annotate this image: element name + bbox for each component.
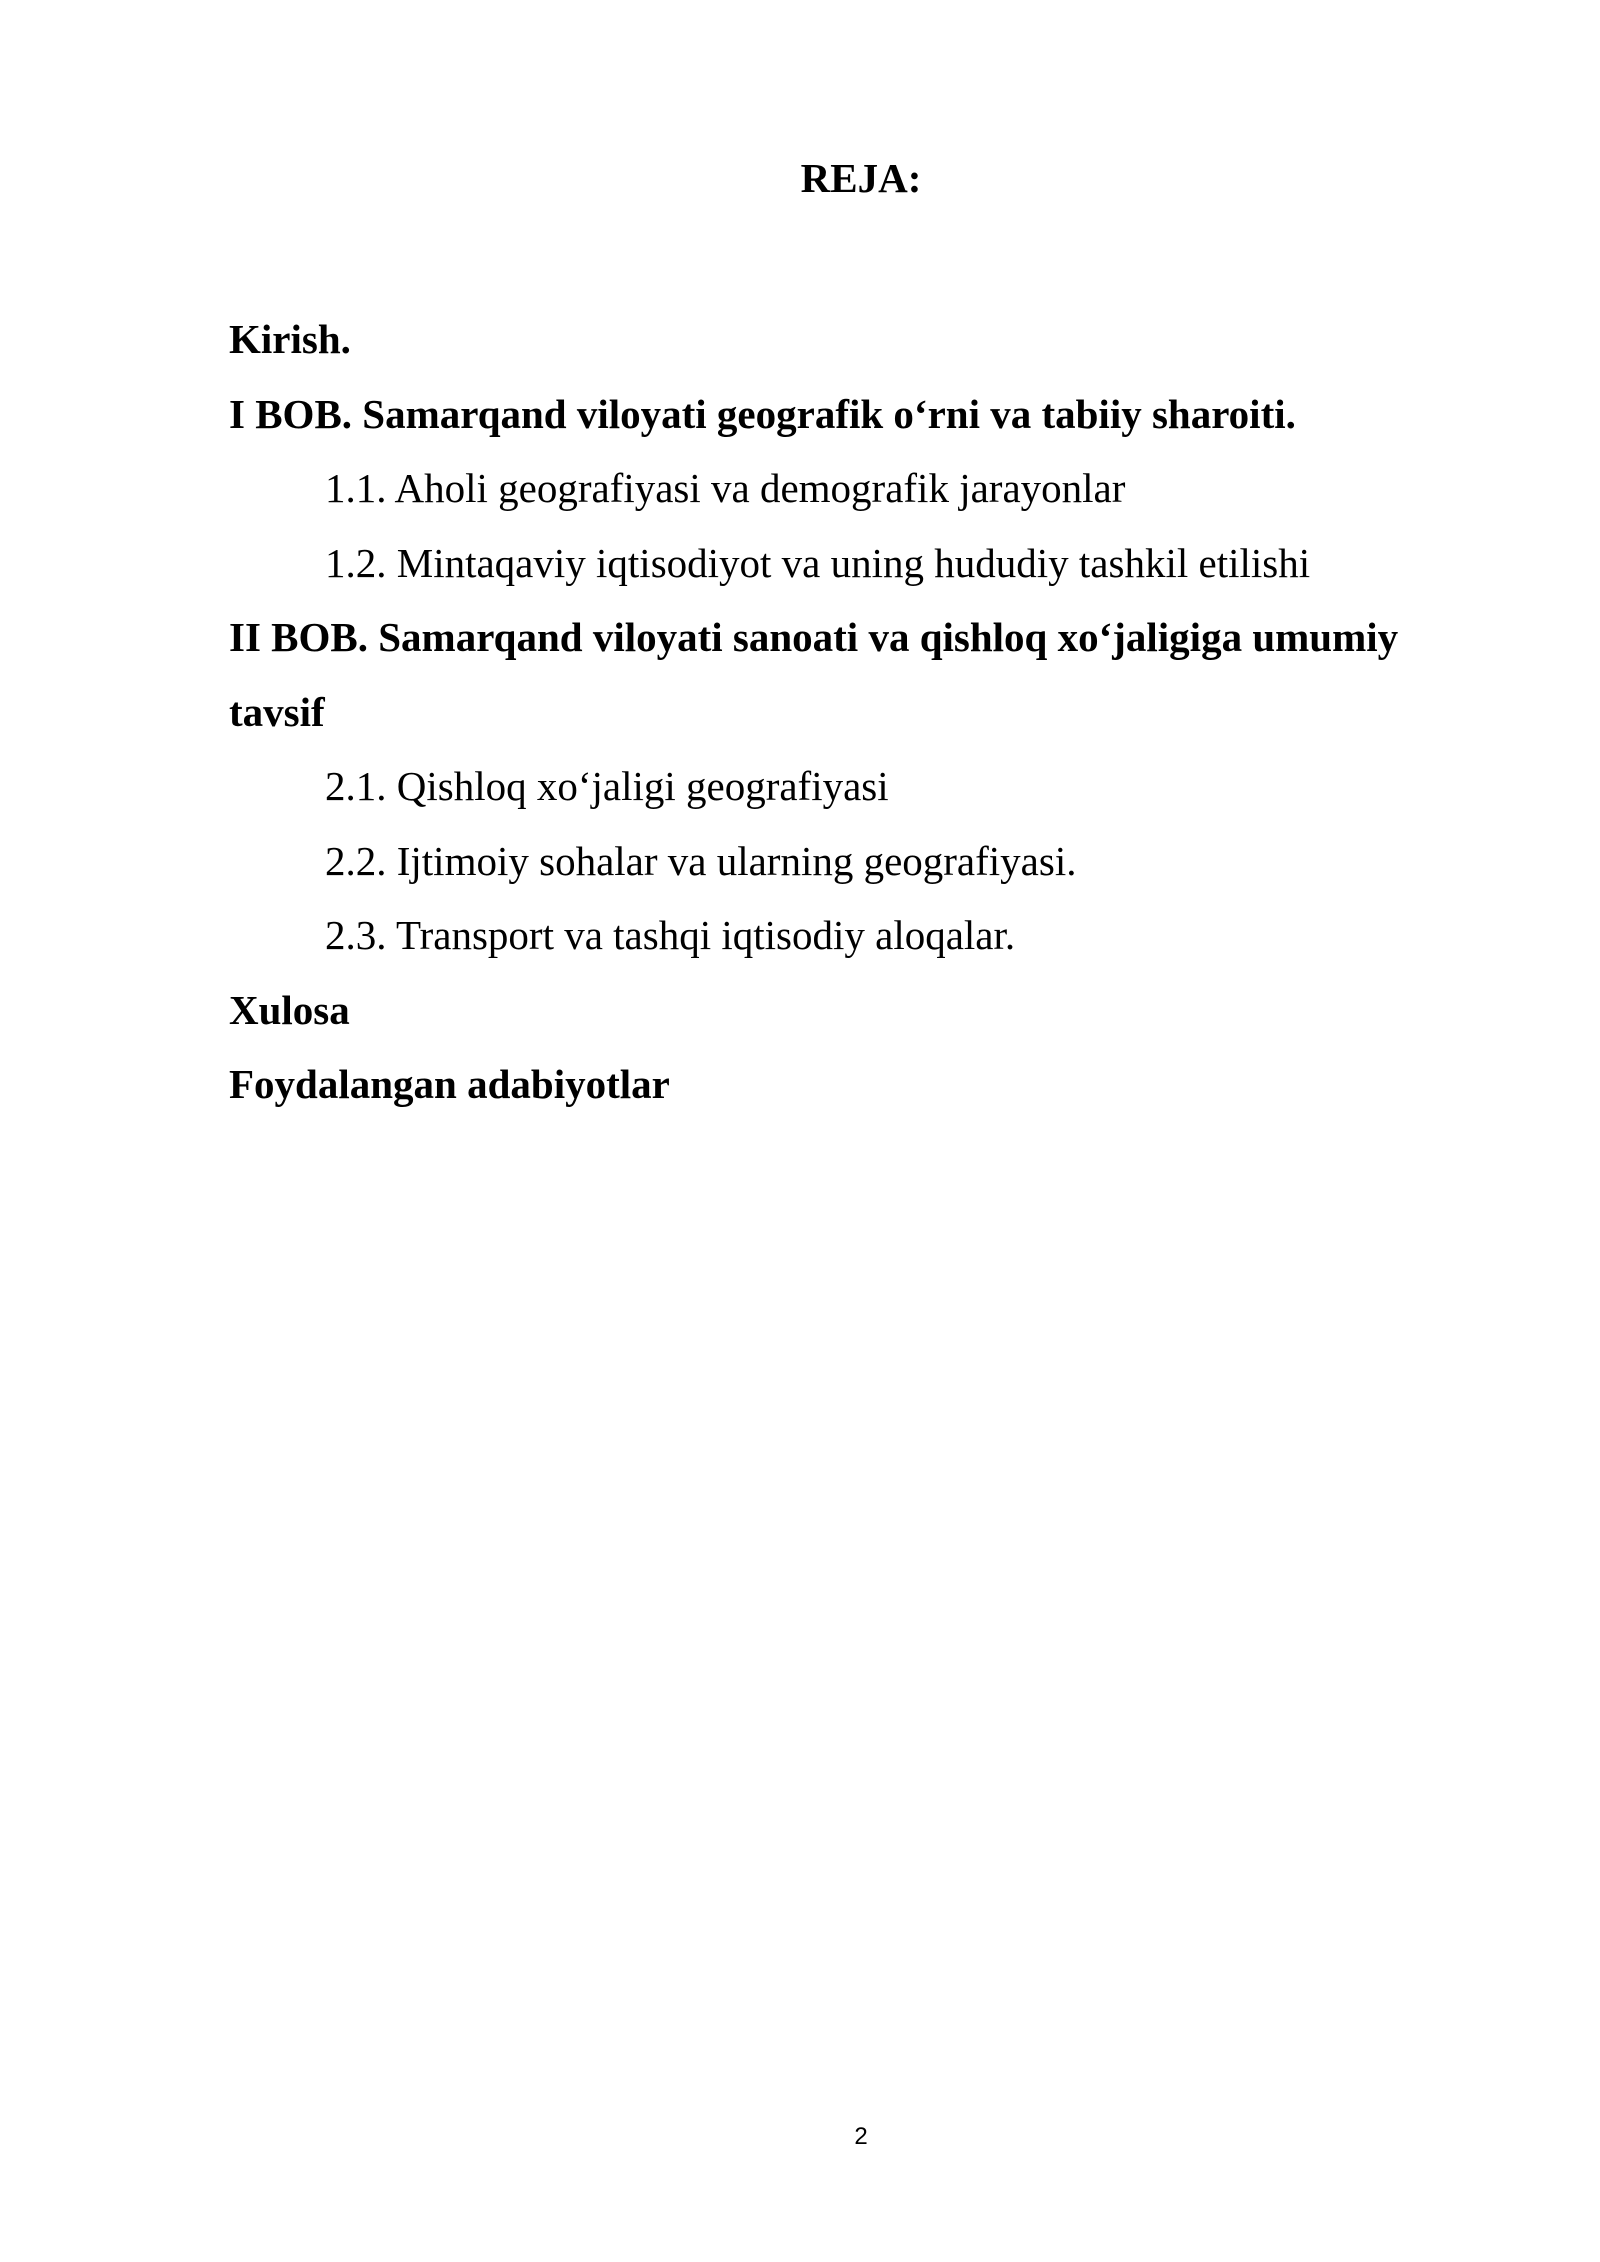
toc-intro: Kirish.	[229, 316, 351, 362]
page-number: 2	[854, 2123, 868, 2150]
toc-section-1-1: 1.1. Aholi geografiyasi va demografik jarayonlar	[325, 465, 1126, 511]
page-title: REJA:	[800, 155, 922, 201]
toc-section-2-3: 2.3. Transport va tashqi iqtisodiy aloqalar.	[325, 912, 1016, 958]
toc-conclusion: Xulosa	[229, 986, 350, 1033]
toc-section-2-2: 2.2. Ijtimoiy sohalar va ularning geografiyasi.	[325, 837, 1077, 884]
toc-references: Foydalangan adabiyotlar	[229, 1061, 670, 1107]
toc-section-2-1: 2.1. Qishloq xo‘jaligi geografiyasi	[325, 763, 889, 809]
toc-chapter-2-title: II BOB. Samarqand viloyati sanoati va qishloq xo‘jaligiga umumiy tavsif	[229, 614, 1399, 735]
toc-section-1-2: 1.2. Mintaqaviy iqtisodiyot va uning hududiy tashkil etilishi	[325, 539, 1311, 586]
toc-chapter-1-title: I BOB. Samarqand viloyati geografik o‘rni va tabiiy sharoiti.	[229, 390, 1296, 437]
table-of-contents	[229, 302, 1469, 1122]
